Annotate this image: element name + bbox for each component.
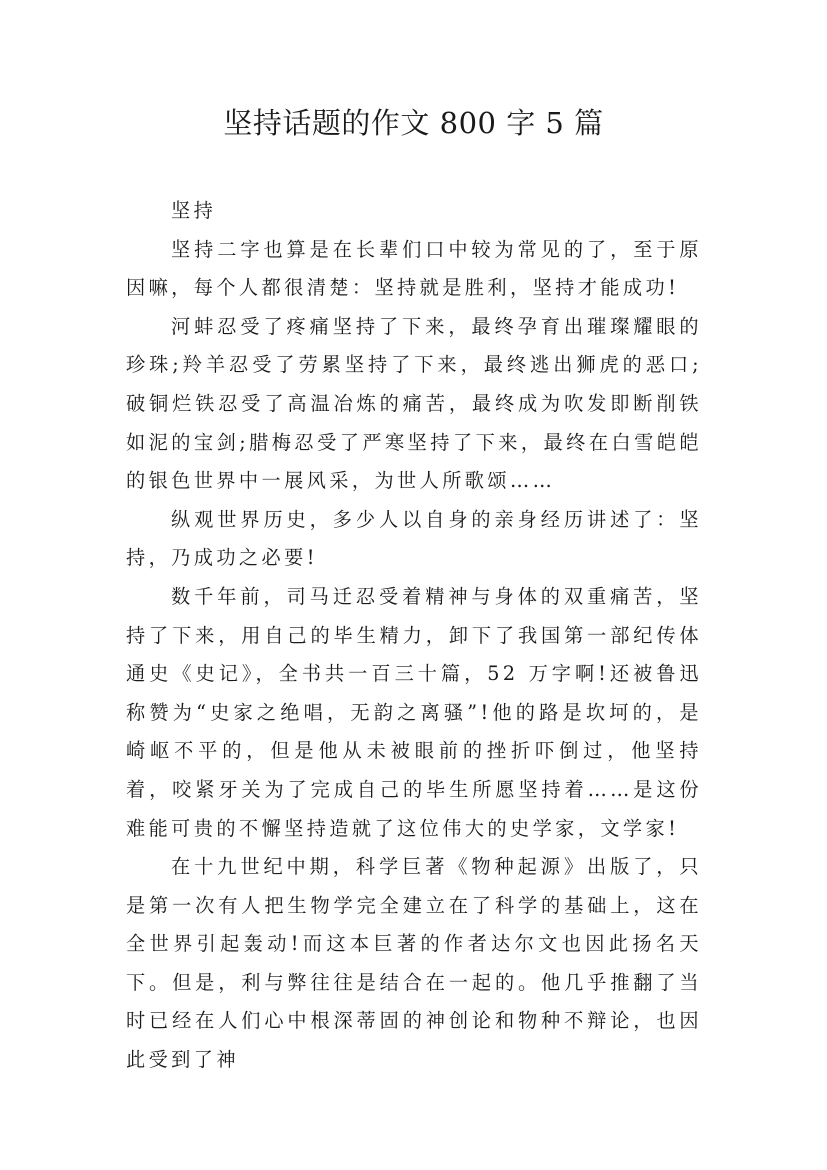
paragraph-examples: 河蚌忍受了疼痛坚持了下来，最终孕育出璀璨耀眼的珍珠;羚羊忍受了劳累坚持了下来，最终逃出狮虎的恶口;破铜烂铁忍受了高温冶炼的痛苦，最终成为吹发即断削铁如泥的宝剑;腊梅忍受了严寒坚持了下来，最终在白雪皑皑的银色世界中一展风采，为世人所歌颂……: [126, 314, 702, 493]
document-title: 坚持话题的作文 800 字 5 篇: [223, 106, 604, 140]
paragraph-history: 纵观世界历史，多少人以自身的亲身经历讲述了：坚持，乃成功之必要!: [126, 507, 702, 570]
paragraph-darwin: 在十九世纪中期，科学巨著《物种起源》出版了，只是第一次有人把生物学完全建立在了科学的基础上，这在全世界引起轰动!而这本巨著的作者达尔文也因此扬名天下。但是，利与弊往往是结合在一起的。他几乎推翻了当时已经在人们心中根深蒂固的神创论和物种不辩论，也因此受到了神: [126, 855, 702, 1072]
paragraph-sima-qian: 数千年前，司马迁忍受着精神与身体的双重痛苦，坚持了下来，用自己的毕生精力，卸下了我国第一部纪传体通史《史记》，全书共一百三十篇，52 万字啊!还被鲁迅称赞为“史家之绝唱，无韵之离骚”!他的路是坎坷的，是崎岖不平的，但是他从未被眼前的挫折吓倒过，他坚持着，咬紧牙关为了完成自己的毕生所愿坚持着……是这份难能可贵的不懈坚持造就了这位伟大的史学家，文学家!: [126, 584, 702, 840]
paragraph-intro: 坚持二字也算是在长辈们口中较为常见的了，至于原因嘛，每个人都很清楚：坚持就是胜利，坚持才能成功!: [126, 237, 702, 300]
section-heading: 坚持: [171, 199, 217, 222]
document-body: [126, 192, 702, 1080]
